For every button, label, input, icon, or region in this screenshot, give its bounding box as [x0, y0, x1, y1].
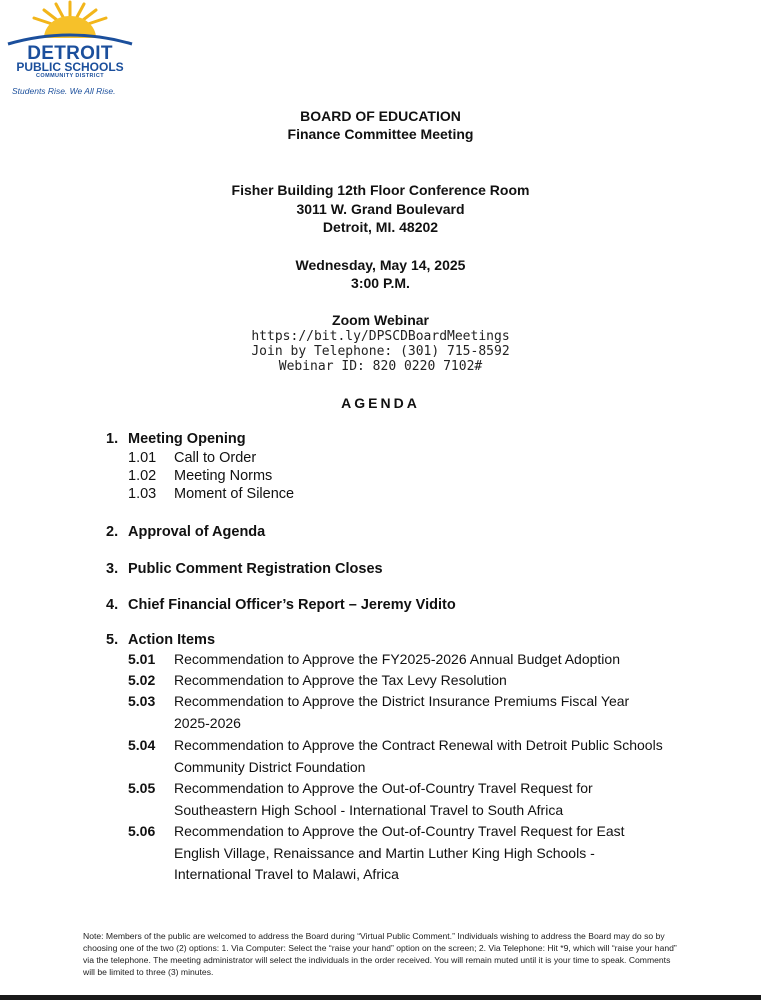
subitem-number: 1.03 — [128, 486, 157, 502]
logo-text-detroit: DETROIT — [27, 43, 113, 64]
agenda-item-label: Action Items — [128, 632, 216, 648]
agenda-item-number: 4. — [106, 597, 119, 613]
logo-text-public-schools: PUBLIC SCHOOLS — [16, 60, 124, 74]
action-item-5-01 — [128, 649, 668, 671]
subitem-number: 1.01 — [128, 450, 157, 466]
location-street: 3011 W. Grand Boulevard — [296, 201, 465, 217]
action-item-label: Recommendation to Approve the Tax Levy Resolution — [174, 672, 507, 688]
action-item-number: 5.04 — [128, 737, 156, 753]
agenda-item-4 — [106, 597, 456, 613]
meeting-subtitle: Finance Committee Meeting — [287, 126, 474, 142]
action-item-5-02 — [128, 670, 668, 692]
action-item-5-04 — [128, 735, 668, 778]
action-item-5-05 — [128, 778, 668, 821]
action-item-5-03 — [128, 691, 668, 734]
logo-tagline: Students Rise. We All Rise. — [12, 86, 116, 96]
agenda-item-label: Public Comment Registration Closes — [128, 561, 383, 577]
location-building: Fisher Building 12th Floor Conference Room — [231, 182, 530, 198]
meeting-time: 3:00 P.M. — [351, 275, 410, 291]
agenda-item-2 — [106, 524, 265, 540]
meeting-date: Wednesday, May 14, 2025 — [295, 257, 466, 273]
agenda-subitem-1-03 — [128, 486, 294, 502]
action-item-number: 5.06 — [128, 823, 156, 839]
board-title: BOARD OF EDUCATION — [300, 108, 461, 124]
action-item-5-06 — [128, 821, 668, 886]
action-item-number: 5.03 — [128, 693, 156, 709]
action-item-label: Recommendation to Approve the Out-of-Country Travel Request for Southeastern High School - International Travel to South Africa — [174, 780, 593, 818]
agenda-item-number: 5. — [106, 632, 119, 648]
subitem-label: Call to Order — [174, 450, 257, 466]
logo-text-community-district: COMMUNITY DISTRICT — [36, 73, 104, 79]
action-item-number: 5.02 — [128, 672, 156, 688]
action-item-number: 5.01 — [128, 651, 156, 667]
zoom-webinar-id: Webinar ID: 820 0220 7102# — [278, 359, 483, 374]
agenda-subitem-1-02 — [128, 468, 272, 484]
action-item-label: Recommendation to Approve the Out-of-Country Travel Request for East English Village, Renaissance and Martin Luther King High Schools - International Travel to Malawi, Africa — [174, 823, 625, 882]
district-logo — [4, 0, 136, 100]
zoom-url[interactable]: https://bit.ly/DPSCDBoardMeetings — [251, 329, 510, 344]
action-item-label: Recommendation to Approve the District Insurance Premiums Fiscal Year 2025-2026 — [174, 693, 630, 731]
public-comment-note: Note: Members of the public are welcomed to address the Board during “Virtual Public Comment.” Individuals wishing to address the Board may do so by choosing one of the two (2) options: 1. Via Computer: Select the “raise your hand” option on the screen; 2. Via Telephone: Hit *9, which will “raise your hand” via the telephone. The meeting administrator will select the individuals in the order received. You will remain muted until it is your time to speak. Comments will be limited to three (3) minutes. — [83, 931, 677, 977]
action-item-label: Recommendation to Approve the FY2025-2026 Annual Budget Adoption — [174, 651, 620, 667]
agenda-item-5 — [106, 632, 215, 648]
action-item-number: 5.05 — [128, 780, 156, 796]
action-item-label: Recommendation to Approve the Contract Renewal with Detroit Public Schools Community District Foundation — [174, 737, 663, 775]
agenda-heading: AGENDA — [341, 395, 420, 411]
agenda-item-label: Meeting Opening — [128, 431, 246, 447]
agenda-subitem-1-01 — [128, 450, 256, 466]
bottom-edge-bar — [0, 995, 761, 1000]
zoom-phone: Join by Telephone: (301) 715-8592 — [251, 344, 510, 359]
subitem-label: Moment of Silence — [174, 486, 295, 502]
agenda-item-label: Approval of Agenda — [128, 524, 266, 540]
agenda-item-number: 1. — [106, 431, 119, 447]
location-city: Detroit, MI. 48202 — [322, 219, 439, 235]
agenda-item-label: Chief Financial Officer’s Report – Jeremy Vidito — [128, 597, 456, 613]
agenda-item-number: 2. — [106, 524, 119, 540]
agenda-item-3 — [106, 561, 383, 577]
zoom-heading: Zoom Webinar — [332, 312, 429, 328]
agenda-item-1 — [106, 431, 246, 447]
subitem-number: 1.02 — [128, 468, 157, 484]
subitem-label: Meeting Norms — [174, 468, 273, 484]
agenda-item-number: 3. — [106, 561, 119, 577]
